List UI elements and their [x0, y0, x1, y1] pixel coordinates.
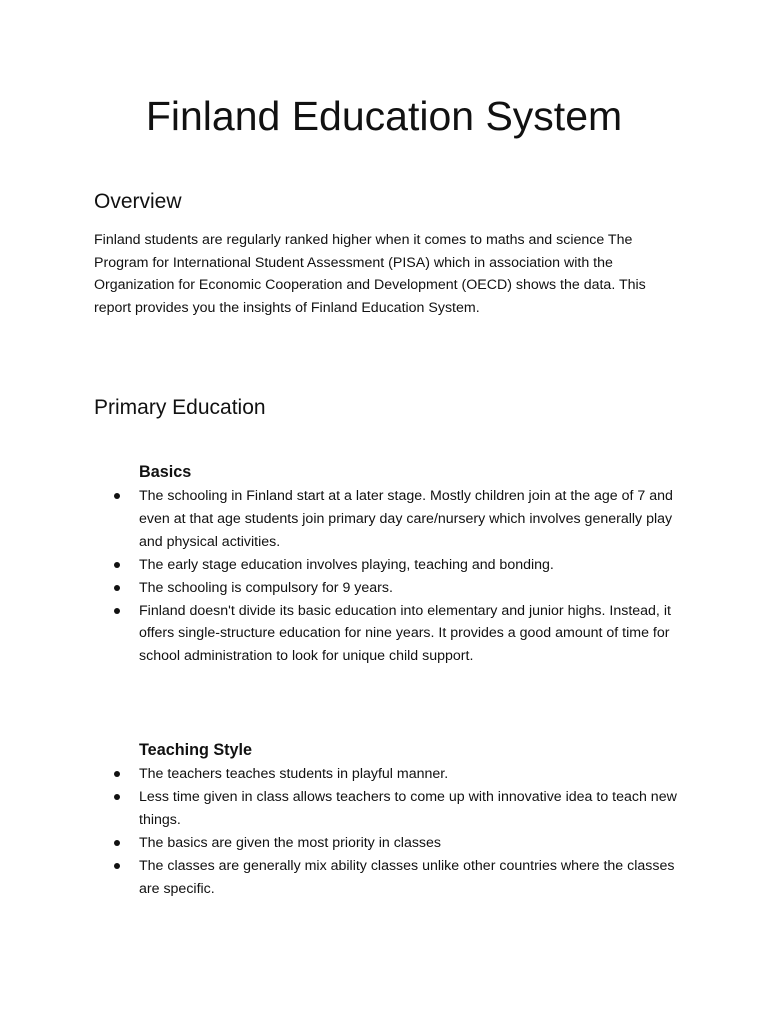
primary-education-heading: Primary Education	[94, 396, 266, 419]
list-item	[114, 554, 684, 577]
page-title: Finland Education System	[145, 93, 623, 139]
bullet-icon	[114, 585, 120, 591]
list-item	[114, 786, 684, 832]
bullet-icon	[114, 840, 120, 846]
basics-list	[114, 485, 684, 668]
overview-heading: Overview	[94, 190, 182, 213]
list-item-text: The classes are generally mix ability classes unlike other countries where the classes are specific.	[139, 857, 675, 897]
list-item-text: Finland doesn't divide its basic education into elementary and junior highs. Instead, it offers single-structure education for nine years. It provides a good amount of time for school administration to look for unique child support.	[139, 602, 671, 665]
list-item	[114, 832, 684, 855]
bullet-icon	[114, 771, 120, 777]
list-item	[114, 577, 684, 600]
list-item-text: The early stage education involves playing, teaching and bonding.	[139, 556, 554, 573]
list-item-text: Less time given in class allows teachers to come up with innovative idea to teach new things.	[139, 788, 677, 828]
teaching-style-heading: Teaching Style	[139, 741, 253, 759]
list-item	[114, 763, 684, 786]
list-item	[114, 600, 684, 669]
bullet-icon	[114, 794, 120, 800]
list-item	[114, 485, 684, 554]
list-item-text: The schooling in Finland start at a later stage. Mostly children join at the age of 7 and even at that age students join primary day care/nursery which involves generally play and physical activities.	[139, 488, 673, 550]
bullet-icon	[114, 493, 120, 499]
overview-paragraph: Finland students are regularly ranked higher when it comes to maths and science The Program for International Student Assessment (PISA) which in association with the Organization for Economic Cooperation and Development (OECD) shows the data. This report provides you the insights of Finland Education System.	[94, 232, 646, 316]
bullet-icon	[114, 562, 120, 568]
teaching-style-list	[114, 763, 684, 900]
bullet-icon	[114, 863, 120, 869]
list-item-text: The teachers teaches students in playful manner.	[139, 766, 449, 782]
list-item-text: The basics are given the most priority in classes	[139, 834, 442, 851]
list-item	[114, 855, 684, 901]
list-item-text: The schooling is compulsory for 9 years.	[139, 579, 393, 596]
basics-heading: Basics	[139, 463, 192, 481]
bullet-icon	[114, 608, 120, 614]
